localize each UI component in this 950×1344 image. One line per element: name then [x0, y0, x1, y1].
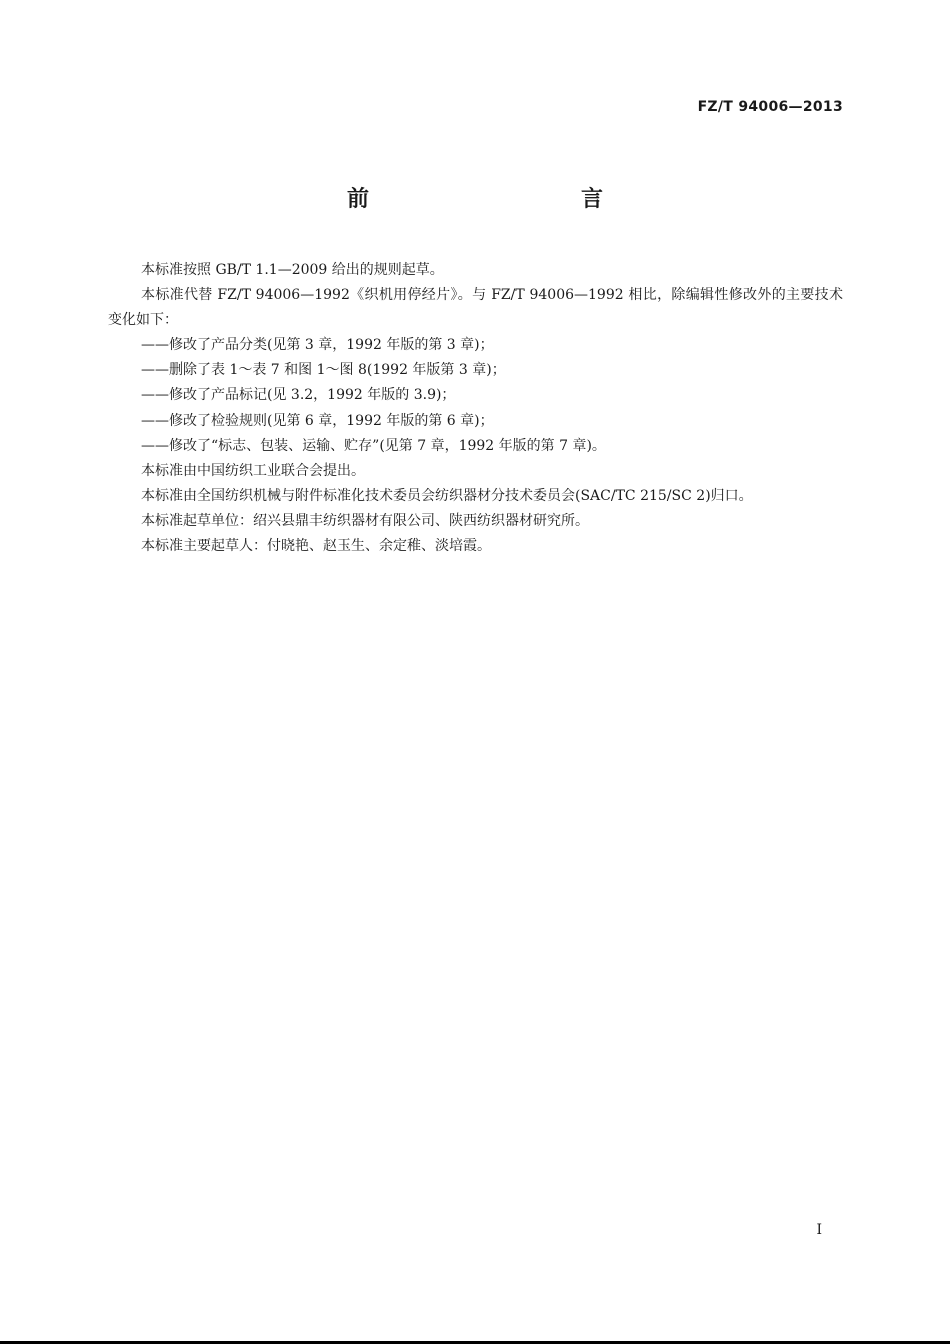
change-item: ——删除了表 1～表 7 和图 1～图 8(1992 年版第 3 章)； [141, 362, 506, 379]
paragraph-responsible-committee: 本标准由全国纺织机械与附件标准化技术委员会纺织器材分技术委员会(SAC/TC 215/SC 2)归口。 [141, 487, 753, 504]
change-item: ——修改了产品分类(见第 3 章，1992 年版的第 3 章)； [141, 337, 494, 354]
page-title: 前 言 [346, 187, 659, 212]
change-item: ——修改了“标志、包装、运输、贮存”(见第 7 章，1992 年版的第 7 章)。 [141, 437, 606, 454]
change-item: ——修改了检验规则(见第 6 章，1992 年版的第 6 章)； [141, 412, 494, 429]
paragraph-drafting-units: 本标准起草单位：绍兴县鼎丰纺织器材有限公司、陕西纺织器材研究所。 [141, 512, 589, 529]
paragraph-proposer: 本标准由中国纺织工业联合会提出。 [141, 462, 365, 479]
standard-code: FZ/T 94006—2013 [697, 99, 843, 115]
change-item: ——修改了产品标记(见 3.2，1992 年版的 3.9)； [141, 387, 456, 404]
paragraph-drafters: 本标准主要起草人：付晓艳、赵玉生、余定稚、淡培霞。 [141, 538, 491, 555]
foreword-body [108, 258, 843, 559]
paragraph-replacement: 本标准代替 FZ/T 94006—1992《织机用停经片》。与 FZ/T 94006—1992 相比，除编辑性修改外的主要技术变化如下： [108, 287, 843, 329]
page-number: I [816, 1222, 822, 1238]
paragraph-drafting-rules: 本标准按照 GB/T 1.1—2009 给出的规则起草。 [141, 262, 444, 278]
